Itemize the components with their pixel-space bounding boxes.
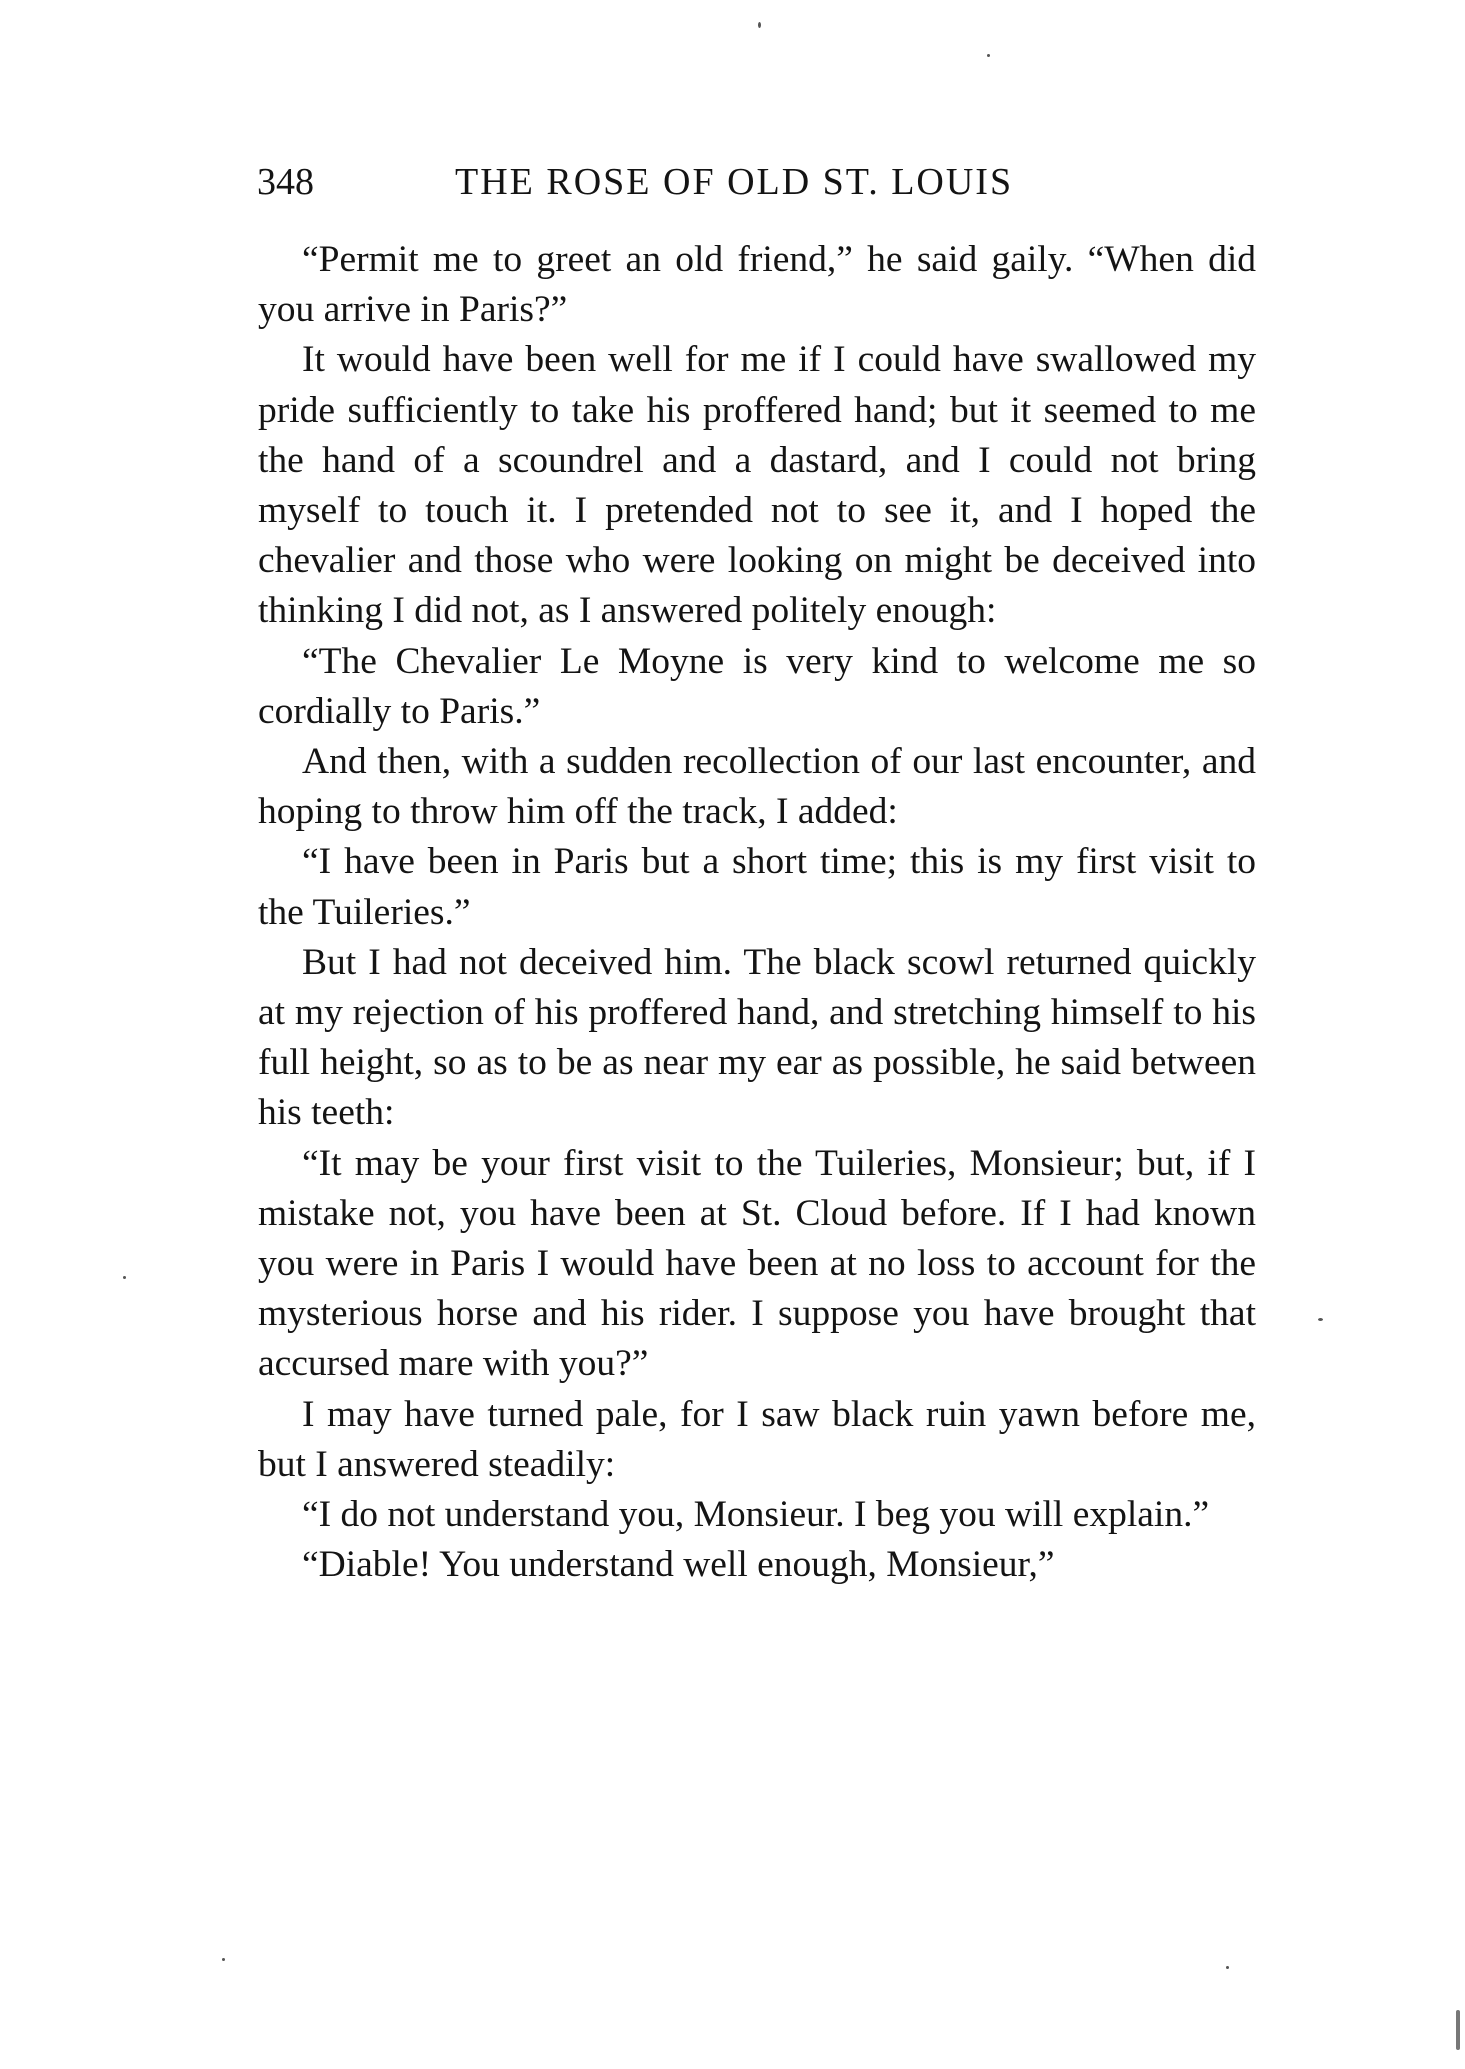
paragraph: “I do not understand you, Monsieur. I beg you will explain.” bbox=[302, 1494, 1210, 1536]
paragraph: “Permit me to greet an old friend,” he said gaily. “When did you arrive in Paris?” bbox=[258, 239, 1256, 331]
scan-speck bbox=[987, 54, 990, 57]
paragraph: “I have been in Paris but a short time; this is my first visit to the Tuileries.” bbox=[258, 841, 1256, 933]
paragraph: “Diable! You understand well enough, Monsieur,” bbox=[302, 1544, 1055, 1586]
body-text bbox=[258, 235, 1256, 1590]
scan-speck bbox=[222, 1958, 225, 1961]
paragraph: It would have been well for me if I could have swallowed my pride sufficiently to take his proffered hand; but it seemed to me the hand of a scoundrel and a dastard, and I could not bring myself to touch it. I pretended not to see it, and I hoped the chevalier and those who were looking on might be deceived into thinking I did not, as I answered politely enough: bbox=[258, 339, 1256, 632]
running-title: THE ROSE OF OLD ST. LOUIS bbox=[455, 161, 1014, 203]
scan-speck bbox=[123, 1276, 126, 1279]
paragraph: “The Chevalier Le Moyne is very kind to welcome me so cordially to Paris.” bbox=[258, 640, 1256, 732]
scan-speck bbox=[1226, 1966, 1229, 1969]
paragraph: But I had not deceived him. The black scowl returned quickly at my rejection of his proffered hand, and stretching himself to his full height, so as to be as near my ear as possible, he said between his teeth: bbox=[258, 941, 1256, 1134]
paragraph: I may have turned pale, for I saw black ruin yawn before me, but I answered steadily: bbox=[258, 1393, 1256, 1485]
paragraph: And then, with a sudden recollection of our last encounter, and hoping to throw him off the track, I added: bbox=[258, 741, 1256, 833]
scan-speck bbox=[1456, 2010, 1460, 2050]
paragraph: “It may be your first visit to the Tuileries, Monsieur; but, if I mistake not, you have been at St. Cloud before. If I had known you were in Paris I would have been at no loss to account for the mysterious horse and his rider. I suppose you have brought that accursed mare with you?” bbox=[258, 1142, 1256, 1385]
page-header bbox=[257, 152, 1257, 212]
scan-speck bbox=[758, 22, 761, 28]
page-number: 348 bbox=[257, 161, 314, 203]
scan-speck bbox=[1318, 1318, 1323, 1321]
